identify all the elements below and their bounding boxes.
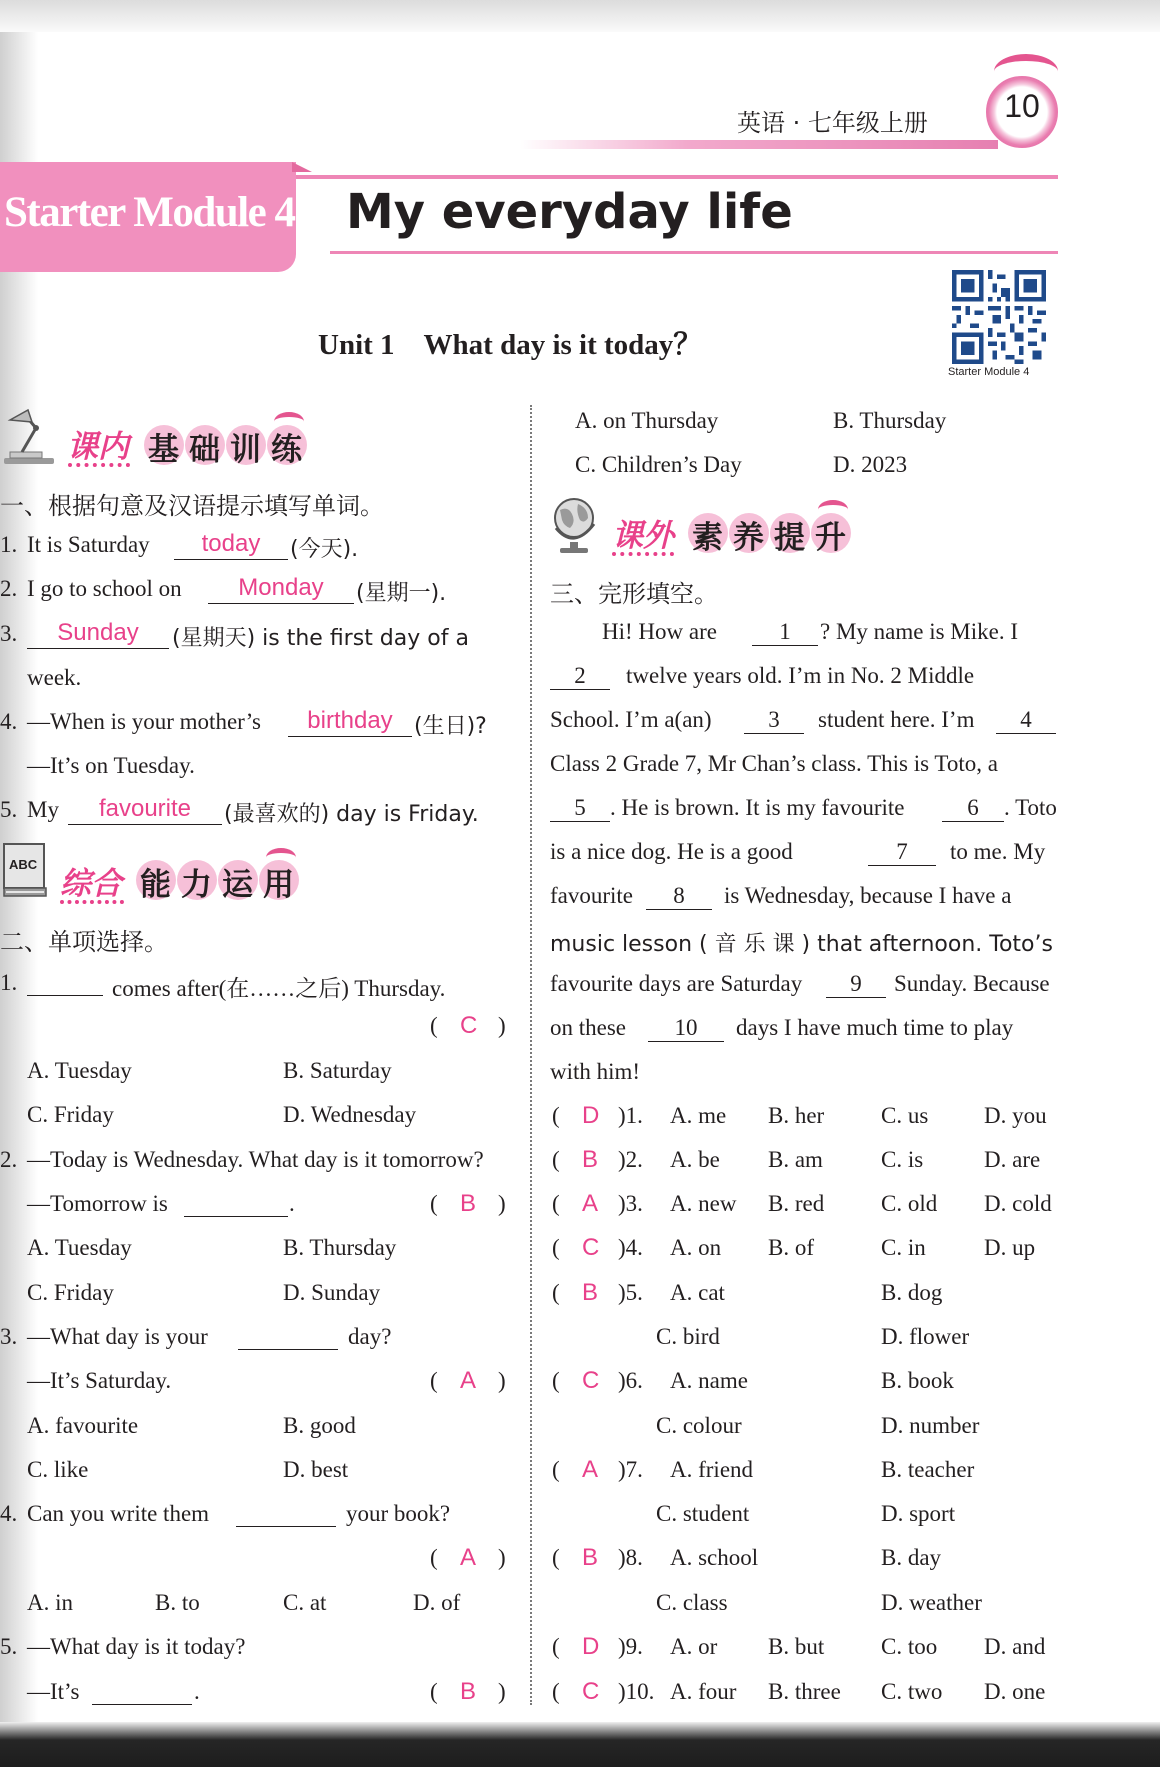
choice-option: B. three xyxy=(768,1679,841,1704)
q-option: B. Saturday xyxy=(283,1058,392,1083)
q-option: D. Sunday xyxy=(283,1280,381,1305)
section2-heading-char: 力 xyxy=(181,867,212,903)
q-option: A. in xyxy=(27,1590,73,1615)
q-num: 5. xyxy=(0,1634,18,1659)
passage-text: favourite xyxy=(550,883,634,908)
choice-option: A. name xyxy=(670,1368,748,1393)
choice-option: C. us xyxy=(881,1103,929,1128)
q-option: C. Friday xyxy=(27,1102,114,1127)
passage-blank xyxy=(646,909,712,910)
q-option: D. best xyxy=(283,1457,349,1482)
heading-swirl-icon xyxy=(274,412,304,431)
q-text: Can you write them xyxy=(27,1501,210,1526)
choice-option: A. me xyxy=(670,1103,727,1128)
passage-blank xyxy=(996,733,1056,734)
page-bottom-shadow xyxy=(0,1722,1160,1767)
choice-answer: D xyxy=(582,1633,600,1660)
s1-answer: today xyxy=(201,530,261,557)
answer-paren-open: ( xyxy=(430,1191,438,1216)
passage-text: twelve years old. I’m in No. 2 Middle xyxy=(626,663,975,688)
q-option: C. Children’s Day xyxy=(575,452,742,477)
choice-num: )7. xyxy=(618,1457,643,1482)
passage-blank xyxy=(826,997,886,998)
s1-item-text: I go to school on xyxy=(27,576,182,601)
choice-paren: ( xyxy=(552,1545,560,1570)
q-blank xyxy=(184,1216,288,1217)
passage-blank-num: 5 xyxy=(574,795,586,820)
q-answer: B xyxy=(460,1190,477,1217)
passage-blank-num: 10 xyxy=(674,1015,698,1040)
section3-heading-dots xyxy=(612,552,674,556)
choice-answer: A xyxy=(582,1456,599,1483)
s1-blank xyxy=(174,559,288,560)
s1-item-text: —It’s on Tuesday. xyxy=(27,753,195,778)
q-blank xyxy=(236,1526,336,1527)
choice-option: B. red xyxy=(768,1191,825,1216)
choice-option: D. sport xyxy=(881,1501,956,1526)
passage-blank xyxy=(550,821,610,822)
q-option: B. to xyxy=(155,1590,200,1615)
answer-paren-close: ) xyxy=(498,1013,506,1038)
book-title: 英语 · 七年级上册 xyxy=(737,109,928,137)
choice-paren: ( xyxy=(552,1147,560,1172)
choice-answer: B xyxy=(582,1146,599,1173)
section2-instruction: 二、单项选择。 xyxy=(0,928,168,956)
passage-blank xyxy=(550,689,610,690)
s1-item-num: 2. xyxy=(0,576,18,601)
choice-option: C. bird xyxy=(656,1324,720,1349)
q-option: A. Tuesday xyxy=(27,1235,132,1260)
choice-option: D. flower xyxy=(881,1324,970,1349)
desk-lamp-icon xyxy=(2,406,60,466)
qr-caption: Starter Module 4 xyxy=(948,366,1030,378)
q-option: A. on Thursday xyxy=(575,408,719,433)
passage-text: with him! xyxy=(550,1059,641,1084)
choice-paren: ( xyxy=(552,1679,560,1704)
choice-option: D. are xyxy=(984,1147,1041,1172)
s1-blank xyxy=(27,648,169,649)
s1-blank xyxy=(68,824,222,825)
choice-num: )8. xyxy=(618,1545,643,1570)
passage-text: days I have much time to play xyxy=(736,1015,1014,1040)
title-rule-bottom xyxy=(330,251,1058,254)
choice-paren: ( xyxy=(552,1634,560,1659)
choice-option: C. student xyxy=(656,1501,750,1526)
passage-text: Class 2 Grade 7, Mr Chan’s class. This is Toto, a xyxy=(550,751,998,776)
answer-paren-close: ) xyxy=(498,1368,506,1393)
choice-paren: ( xyxy=(552,1191,560,1216)
q-blank xyxy=(27,995,103,996)
unit-title: Unit 1 What day is it today？ xyxy=(318,329,703,361)
choice-paren: ( xyxy=(552,1368,560,1393)
passage-blank-num: 9 xyxy=(850,971,862,996)
section3-heading-char: 升 xyxy=(815,520,846,556)
answer-paren-open: ( xyxy=(430,1013,438,1038)
section2-heading-char: 能 xyxy=(140,867,171,903)
choice-option: A. new xyxy=(670,1191,737,1216)
q-option: D. 2023 xyxy=(833,452,908,477)
q-text: —It’s xyxy=(27,1679,80,1704)
choice-answer: A xyxy=(582,1190,599,1217)
q-answer: C xyxy=(460,1012,478,1039)
q-option: A. favourite xyxy=(27,1413,139,1438)
passage-text: . Toto xyxy=(1004,795,1057,820)
q-option: D. Wednesday xyxy=(283,1102,417,1127)
choice-option: A. on xyxy=(670,1235,722,1260)
section2-heading-char: 用 xyxy=(263,867,294,903)
choice-num: )6. xyxy=(618,1368,643,1393)
q-text: . xyxy=(194,1679,200,1704)
q-text: —What day is it today? xyxy=(27,1634,246,1659)
choice-answer: D xyxy=(582,1102,600,1129)
q-num: 3. xyxy=(0,1324,18,1349)
q-option: C. like xyxy=(27,1457,89,1482)
s1-item-text: (星期一). xyxy=(356,581,447,606)
s1-item-text: My xyxy=(27,797,59,822)
title-rule-top xyxy=(296,175,1058,179)
choice-option: D. and xyxy=(984,1634,1046,1659)
choice-option: B. am xyxy=(768,1147,823,1172)
passage-text: ? My name is Mike. I xyxy=(820,619,1019,644)
q-text: day? xyxy=(348,1324,392,1349)
passage-blank-num: 1 xyxy=(779,619,791,644)
q-option: C. Friday xyxy=(27,1280,114,1305)
s1-blank xyxy=(208,603,354,604)
heading-swirl-icon xyxy=(266,848,296,867)
s1-item-num: 5. xyxy=(0,797,18,822)
q-text: comes after(在……之后) Thursday. xyxy=(112,976,446,1001)
choice-option: D. weather xyxy=(881,1590,982,1615)
passage-blank-num: 4 xyxy=(1020,707,1032,732)
passage-text: is Wednesday, because I have a xyxy=(724,883,1012,908)
q-option: D. of xyxy=(413,1590,461,1615)
answer-paren-open: ( xyxy=(430,1368,438,1393)
choice-num: )3. xyxy=(618,1191,643,1216)
answer-paren-close: ) xyxy=(498,1545,506,1570)
choice-option: A. cat xyxy=(670,1280,725,1305)
choice-num: )2. xyxy=(618,1147,643,1172)
q-text: —Tomorrow is xyxy=(27,1191,168,1216)
passage-blank-num: 7 xyxy=(896,839,908,864)
s1-blank xyxy=(288,736,412,737)
s1-item-text: It is Saturday xyxy=(27,532,150,557)
module-label: Starter Module 4 xyxy=(4,189,295,236)
passage-blank xyxy=(744,733,804,734)
choice-paren: ( xyxy=(552,1235,560,1260)
choice-option: B. her xyxy=(768,1103,825,1128)
choice-option: D. you xyxy=(984,1103,1047,1128)
passage-text: is a nice dog. He is a good xyxy=(550,839,793,864)
q-answer: A xyxy=(460,1544,477,1571)
choice-option: A. or xyxy=(670,1634,718,1659)
passage-blank-num: 3 xyxy=(768,707,780,732)
passage-blank xyxy=(752,645,818,646)
q-text: —It’s Saturday. xyxy=(27,1368,172,1393)
q-text: your book? xyxy=(346,1501,451,1526)
s1-item-text: —When is your mother’s xyxy=(27,709,262,734)
section3-instruction: 三、完形填空。 xyxy=(550,580,718,608)
page-top-shadow xyxy=(0,0,1160,32)
choice-option: C. too xyxy=(881,1634,938,1659)
s1-item-num: 3. xyxy=(0,621,18,646)
s1-item-text: (今天). xyxy=(290,537,359,562)
choice-num: )10. xyxy=(618,1679,655,1704)
choice-option: C. in xyxy=(881,1235,926,1260)
section1-heading-char: 础 xyxy=(189,432,220,468)
choice-paren: ( xyxy=(552,1457,560,1482)
section3-heading-char: 提 xyxy=(774,520,805,556)
globe-icon xyxy=(550,494,602,556)
s1-answer: Sunday xyxy=(57,619,139,646)
choice-option: A. friend xyxy=(670,1457,754,1482)
choice-option: B. dog xyxy=(881,1280,943,1305)
passage-text: music lesson ( 音 乐 课 ) that afternoon. Toto’s xyxy=(550,932,1053,957)
choice-answer: C xyxy=(582,1367,600,1394)
q-blank xyxy=(238,1349,338,1350)
q-num: 4. xyxy=(0,1501,18,1526)
passage-text: Hi! How are xyxy=(602,619,717,644)
answer-paren-close: ) xyxy=(498,1679,506,1704)
q-num: 2. xyxy=(0,1147,18,1172)
passage-text: Sunday. Because xyxy=(894,971,1050,996)
choice-option: C. two xyxy=(881,1679,943,1704)
s1-item-text: (最喜欢的) day is Friday. xyxy=(224,802,479,827)
section2-heading-accent: 综合 xyxy=(60,866,122,902)
passage-text: student here. I’m xyxy=(818,707,975,732)
passage-text: on these xyxy=(550,1015,627,1040)
q-num: 1. xyxy=(0,970,18,995)
answer-paren-close: ) xyxy=(498,1191,506,1216)
passage-blank-num: 8 xyxy=(673,883,685,908)
choice-option: D. cold xyxy=(984,1191,1052,1216)
q-option: A. Tuesday xyxy=(27,1058,132,1083)
passage-text: to me. My xyxy=(950,839,1046,864)
passage-blank xyxy=(942,821,1004,822)
section3-heading-char: 素 xyxy=(692,520,723,556)
choice-option: D. up xyxy=(984,1235,1036,1260)
s1-item-num: 1. xyxy=(0,532,18,557)
choice-num: )9. xyxy=(618,1634,643,1659)
passage-blank-num: 6 xyxy=(967,795,979,820)
section1-heading-char: 基 xyxy=(148,432,179,468)
s1-item-text: (星期天) is the first day of a xyxy=(172,626,469,651)
s1-answer: birthday xyxy=(307,707,393,734)
section1-heading-accent: 课内 xyxy=(67,429,129,465)
section3-heading-char: 养 xyxy=(733,520,764,556)
abc-book-label: ABC xyxy=(9,857,38,872)
passage-text: . He is brown. It is my favourite xyxy=(610,795,905,820)
choice-answer: C xyxy=(582,1234,600,1261)
choice-option: C. old xyxy=(881,1191,938,1216)
choice-option: A. four xyxy=(670,1679,737,1704)
section3-heading-accent: 课外 xyxy=(612,518,674,554)
q-answer: B xyxy=(460,1678,477,1705)
s1-answer: Monday xyxy=(238,574,324,601)
choice-option: D. number xyxy=(881,1413,980,1438)
choice-option: C. is xyxy=(881,1147,924,1172)
choice-option: A. be xyxy=(670,1147,720,1172)
section2-heading-char: 运 xyxy=(222,867,253,903)
answer-paren-open: ( xyxy=(430,1545,438,1570)
choice-paren: ( xyxy=(552,1103,560,1128)
answer-paren-open: ( xyxy=(430,1679,438,1704)
choice-answer: B xyxy=(582,1544,599,1571)
passage-blank-num: 2 xyxy=(574,663,586,688)
q-text: . xyxy=(289,1191,295,1216)
choice-option: B. teacher xyxy=(881,1457,975,1482)
section1-heading-char: 练 xyxy=(271,432,302,468)
q-text: —What day is your xyxy=(27,1324,208,1349)
q-text: —Today is Wednesday. What day is it tomorrow? xyxy=(27,1147,484,1172)
q-option: B. good xyxy=(283,1413,356,1438)
choice-paren: ( xyxy=(552,1280,560,1305)
choice-option: B. day xyxy=(881,1545,942,1570)
section1-heading-char: 训 xyxy=(230,432,261,468)
choice-num: )5. xyxy=(618,1280,643,1305)
page-number: 10 xyxy=(1004,88,1040,124)
q-option: C. at xyxy=(283,1590,327,1615)
module-title: My everyday life xyxy=(346,184,793,240)
choice-option: C. class xyxy=(656,1590,728,1615)
column-divider xyxy=(530,405,532,1705)
section2-heading-dots xyxy=(60,900,124,904)
q-blank xyxy=(92,1704,192,1705)
module-label-band-tip xyxy=(292,162,312,172)
s1-answer: favourite xyxy=(98,795,192,822)
choice-num: )1. xyxy=(618,1103,643,1128)
choice-option: A. school xyxy=(670,1545,759,1570)
s1-item-text: week. xyxy=(27,665,82,690)
section1-heading-dots xyxy=(68,463,130,467)
s1-item-num: 4. xyxy=(0,709,18,734)
choice-option: B. of xyxy=(768,1235,814,1260)
s1-item-text: (生日)? xyxy=(414,714,487,739)
q-option: B. Thursday xyxy=(833,408,947,433)
q-answer: A xyxy=(460,1367,477,1394)
heading-swirl-icon xyxy=(818,500,848,519)
section1-instruction: 一、根据句意及汉语提示填写单词。 xyxy=(0,492,384,520)
choice-option: B. but xyxy=(768,1634,825,1659)
qr-code-icon[interactable] xyxy=(952,270,1046,364)
choice-option: B. book xyxy=(881,1368,954,1393)
choice-option: D. one xyxy=(984,1679,1046,1704)
header-gradient-bar xyxy=(520,140,998,149)
choice-option: C. colour xyxy=(656,1413,742,1438)
q-option: B. Thursday xyxy=(283,1235,397,1260)
choice-num: )4. xyxy=(618,1235,643,1260)
passage-text: School. I’m a(an) xyxy=(550,707,712,732)
passage-blank xyxy=(648,1041,724,1042)
passage-text: favourite days are Saturday xyxy=(550,971,803,996)
passage-blank xyxy=(868,865,936,866)
choice-answer: B xyxy=(582,1279,599,1306)
choice-answer: C xyxy=(582,1678,600,1705)
